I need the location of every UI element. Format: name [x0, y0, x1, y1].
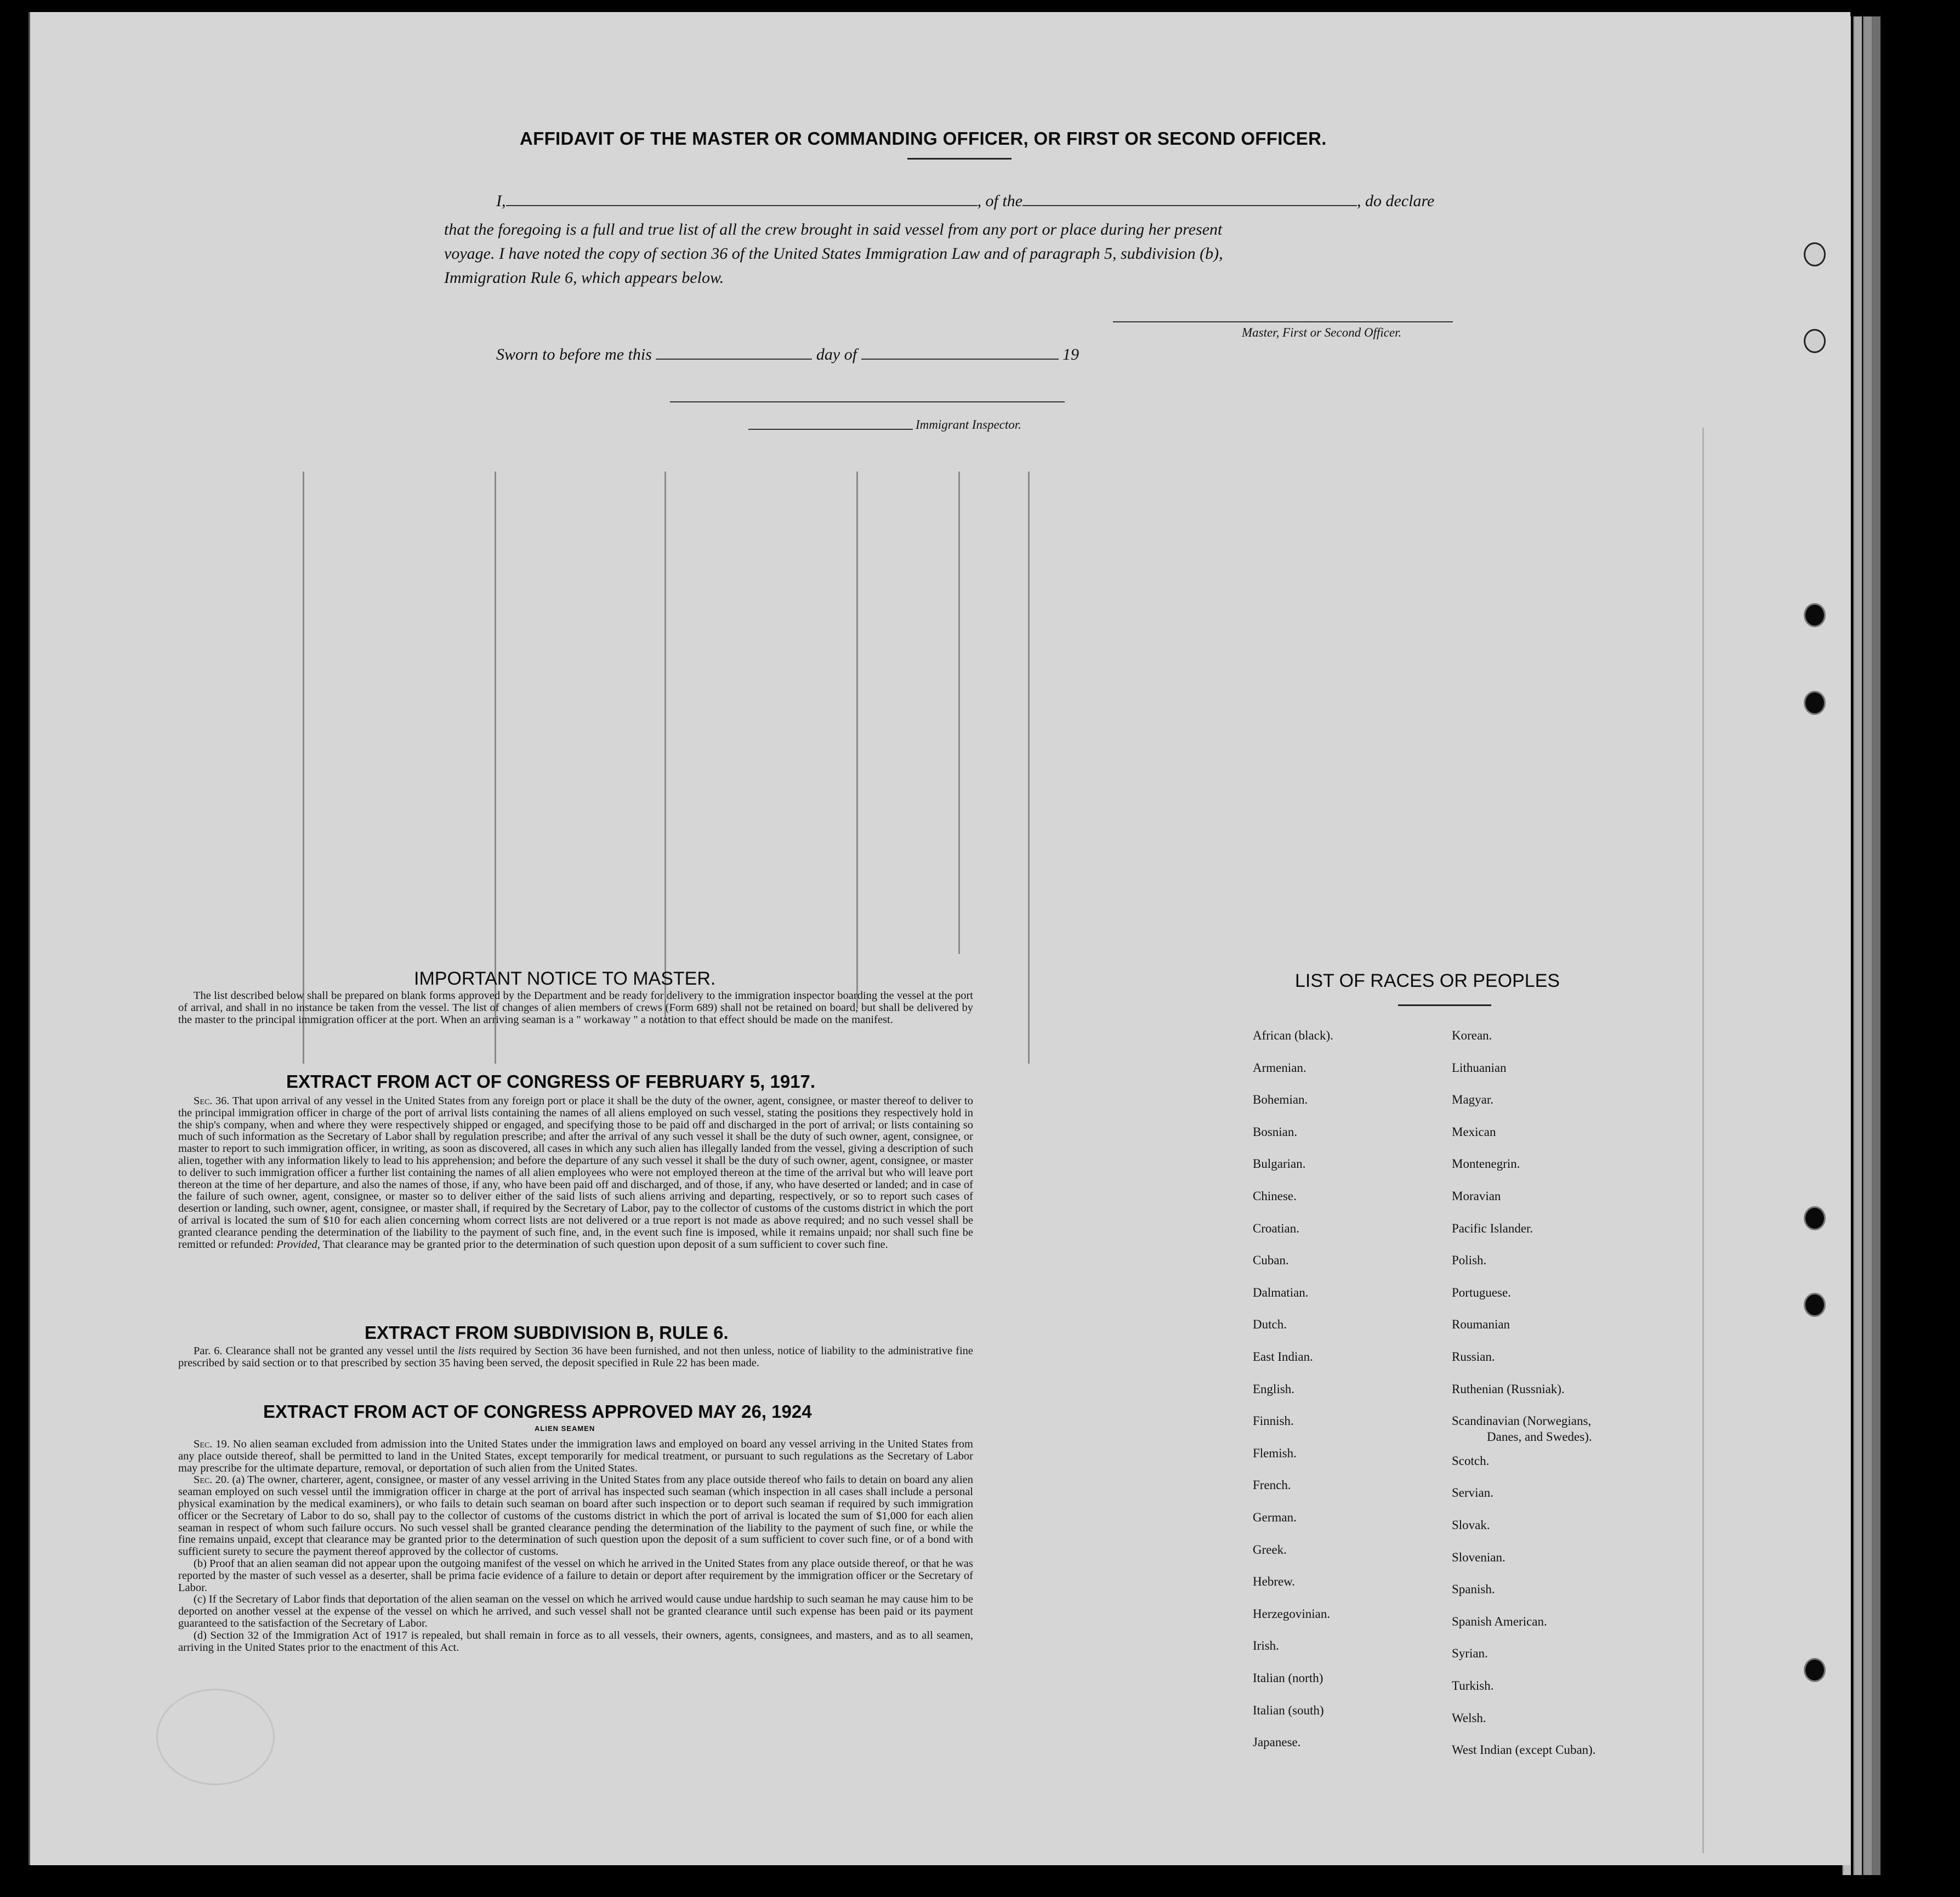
extract-rule6-text — [178, 1345, 973, 1370]
officer-name-field[interactable] — [506, 205, 978, 206]
race-item: Magyar. — [1452, 1093, 1494, 1106]
rule6-text-a: Par. 6. Clearance shall not be granted any vessel until the — [194, 1345, 455, 1357]
race-item: French. — [1253, 1478, 1291, 1492]
notice-title: IMPORTANT NOTICE TO MASTER. — [414, 968, 716, 989]
race-item: Irish. — [1253, 1639, 1279, 1652]
races-title: LIST OF RACES OR PEOPLES — [1295, 970, 1560, 991]
race-item: English. — [1253, 1382, 1295, 1396]
race-item: Welsh. — [1452, 1711, 1486, 1725]
binder-hole-icon — [1804, 242, 1826, 266]
sec-19-label: Sec. 19. — [194, 1438, 230, 1450]
sec-20-label: Sec. 20. — [194, 1474, 230, 1486]
sec-20b-text: (b) Proof that an alien seaman did not appear upon the outgoing manifest of the vessel on which he arrived in the United States from any place outside thereof, or that he was reported by the master of such vessel as a deserter, shall be prima facie evidence of a failure to detain or deport after requirement by the immigration officer or the Secretary of Labor. — [178, 1557, 973, 1594]
affidavit-line-3: voyage. I have noted the copy of section 36 of the United States Immigration Law and of paragraph 5, subdivision (b), — [444, 245, 1223, 263]
race-item: Montenegrin. — [1452, 1157, 1520, 1171]
sec-36-text-b: That clearance may be granted prior to the determination of such question upon deposit of a sum sufficient to cover such fine. — [322, 1238, 888, 1251]
rule6-lists-word: lists — [458, 1345, 476, 1357]
alien-seamen-subtitle: ALIEN SEAMEN — [535, 1424, 595, 1433]
extract-1917-title: EXTRACT FROM ACT OF CONGRESS OF FEBRUARY 5, 1917. — [286, 1071, 816, 1092]
race-item: Italian (north) — [1253, 1671, 1323, 1685]
race-item: Mexican — [1452, 1125, 1496, 1139]
title-underline — [907, 158, 1012, 160]
race-item: Finnish. — [1253, 1414, 1294, 1428]
ghost-column-line — [303, 472, 304, 1064]
sworn-line — [496, 345, 1079, 364]
binder-hole-icon — [1804, 1658, 1826, 1682]
ghost-column-line — [958, 472, 960, 954]
race-item: Armenian. — [1253, 1061, 1306, 1075]
affidavit-i: I, — [496, 192, 506, 210]
race-item: Moravian — [1452, 1189, 1501, 1203]
race-item: Roumanian — [1452, 1317, 1510, 1331]
sworn-day-field[interactable] — [656, 359, 812, 360]
race-item: West Indian (except Cuban). — [1452, 1743, 1596, 1757]
binder-hole-icon — [1804, 1293, 1826, 1317]
master-signature-line[interactable] — [1113, 321, 1453, 322]
race-item: Turkish. — [1452, 1679, 1494, 1692]
race-item: Syrian. — [1452, 1646, 1488, 1660]
inspector-caption: Immigrant Inspector. — [916, 418, 1021, 431]
race-item: Lithuanian — [1452, 1061, 1507, 1075]
race-item: Slovak. — [1452, 1518, 1490, 1532]
binder-hole-icon — [1804, 691, 1826, 715]
race-item: East Indian. — [1253, 1350, 1313, 1364]
race-item: Bulgarian. — [1253, 1157, 1306, 1171]
race-item: Flemish. — [1253, 1446, 1297, 1460]
race-item: Italian (south) — [1253, 1703, 1324, 1717]
extract-1917-text — [178, 1095, 973, 1251]
binder-hole-icon — [1804, 1206, 1826, 1230]
rule6-text-b: required by Section 36 have been furnished, and not then unless, notice of liability to the administrative fine prescribed by said section or to that prescribed by section 35 having been served, the deposit specified in Rule 22 has been made. — [178, 1345, 973, 1369]
race-item: Ruthenian (Russniak). — [1452, 1382, 1565, 1396]
affidavit-declaration-line — [496, 192, 1434, 211]
race-item: Cuban. — [1253, 1253, 1289, 1267]
extract-rule6-title: EXTRACT FROM SUBDIVISION B, RULE 6. — [365, 1322, 729, 1343]
sworn-day-of: day of — [816, 345, 857, 364]
race-item: Croatian. — [1253, 1222, 1299, 1235]
sec-19-text: No alien seaman excluded from admission into the United States under the immigration laws and employed on board any vessel arriving in the United States from any place outside thereof, shall be permitted to land in the United States, except temporarily for medical treatment, or pursuant to such regulations as the Secretary of Labor may prescribe for the ultimate departure, removal, or deportation of such alien from the United States. — [178, 1438, 974, 1474]
faint-stamp — [156, 1689, 275, 1785]
race-item: Spanish American. — [1452, 1615, 1547, 1628]
affidavit-of-the: , of the — [977, 192, 1022, 210]
affidavit-declare: , do declare — [1357, 192, 1435, 210]
binder-hole-icon — [1804, 329, 1826, 353]
race-item: Spanish. — [1452, 1582, 1495, 1596]
sworn-prefix: Sworn to before me this — [496, 345, 652, 364]
races-title-underline — [1398, 1004, 1491, 1006]
affidavit-title: AFFIDAVIT OF THE MASTER OR COMMANDING OFFICER, OR FIRST OR SECOND OFFICER. — [520, 128, 1327, 149]
notice-paragraph: The list described below shall be prepared on blank forms approved by the Department and be ready for delivery to the immigration inspector boarding the vessel at the port of arrival, and shall in no instance be taken from the vessel. The list of changes of alien members of crews (Form 689) shall not be retained on board, but shall be delivered by the master to the principal immigration officer at the port. When an arriving seaman is a " workaway " a notation to that effect should be made on the manifest. — [178, 990, 973, 1026]
race-item: Pacific Islander. — [1452, 1222, 1533, 1235]
race-item: Dutch. — [1253, 1317, 1287, 1331]
ghost-column-line — [1028, 472, 1030, 1064]
sec-36-label: Sec. 36. — [194, 1095, 230, 1107]
page-edge — [1872, 16, 1881, 1875]
inspector-signature-line[interactable] — [748, 429, 913, 430]
race-item: Chinese. — [1253, 1189, 1297, 1203]
page-edge — [1853, 16, 1862, 1875]
race-item: Bosnian. — [1253, 1125, 1298, 1139]
vessel-name-field[interactable] — [1022, 205, 1357, 206]
provided-word: Provided, — [276, 1238, 320, 1251]
master-caption: Master, First or Second Officer. — [1242, 326, 1402, 339]
sec-20d-text: (d) Section 32 of the Immigration Act of 1917 is repealed, but shall remain in force as to all vessels, their owners, agents, consignees, and masters, and as to all seamen, arriving in the United States prior to the enactment of this Act. — [178, 1629, 973, 1654]
race-item: Japanese. — [1253, 1735, 1301, 1749]
extract-1924-text — [178, 1439, 973, 1654]
affidavit-line-2: that the foregoing is a full and true list of all the crew brought in said vessel from any port or place during her present — [444, 220, 1223, 238]
race-item: Slovenian. — [1452, 1550, 1505, 1564]
race-item: Scotch. — [1452, 1454, 1490, 1468]
ghost-column-line — [1702, 428, 1704, 1853]
race-item: Herzegovinian. — [1253, 1607, 1331, 1621]
ghost-column-line — [664, 472, 666, 1020]
race-item: Dalmatian. — [1253, 1286, 1309, 1299]
race-item: Russian. — [1452, 1350, 1495, 1364]
inspector-signature-line-top[interactable] — [670, 401, 1065, 402]
page-edge — [1863, 16, 1872, 1875]
race-item: Danes, and Swedes). — [1487, 1430, 1592, 1444]
race-item: African (black). — [1253, 1029, 1333, 1042]
sworn-year: 19 — [1063, 345, 1080, 364]
sworn-month-field[interactable] — [861, 359, 1059, 360]
race-item: Servian. — [1452, 1486, 1494, 1500]
race-item: Portuguese. — [1452, 1286, 1511, 1299]
binder-hole-icon — [1804, 603, 1826, 627]
ghost-column-line — [856, 472, 858, 1009]
race-item: Hebrew. — [1253, 1575, 1296, 1588]
race-item: Korean. — [1452, 1029, 1492, 1042]
affidavit-line-4: Immigration Rule 6, which appears below. — [444, 269, 724, 287]
race-item: Greek. — [1253, 1543, 1287, 1557]
race-item: Scandinavian (Norwegians, — [1452, 1414, 1592, 1428]
race-item: Polish. — [1452, 1253, 1487, 1267]
race-item: Bohemian. — [1253, 1093, 1308, 1106]
sec-36-text-a: That upon arrival of any vessel in the United States from any foreign port or place it shall be the duty of the owner, agent, consignee, or master thereof to deliver to the principal immigration officer in charge of the port of arrival lists containing the names of all aliens employed on such vessel, stating the positions they respectively hold in the ship's company, when and where they were respectively shipped or engaged, and specifying those to be paid off and discharged in the port of arrival; or lists containing so much of such information as the Secretary of Labor shall by regulation prescribe; and after the arrival of any such vessel it shall be the duty of such owner, agent, consignee, or master to report to such immigration officer, in writing, as soon as discovered, all cases in which any such alien has illegally landed from the vessel, giving a description of such alien, together with any information likely to lead to his apprehension; and before the departure of any such vessel it shall be the duty of such owner, agent, consignee, or master to deliver to such immigration officer a further list containing the names of all alien employees who were not employed thereon at the time of the arrival but who will leave port thereon at the time of her departure, and also the names of those, if any, who have been paid off and discharged, and of those, if any, who have deserted or landed; and in case of the failure of such owner, agent, consignee, or master so to deliver either of the said lists of such aliens arriving and departing, respectively, or so to report such cases of desertion or landing, such owner, agent, consignee, or master shall, if required by the Secretary of Labor, pay to the collector of customs of the customs district in which the port of arrival is located the sum of $10 for each alien concerning whom correct lists are not delivered or a true report is not made as above required; and no such vessel shall be granted clearance pending the determination of the liability to the payment of such fine, and, in the event such fine is imposed, while it remains unpaid; nor shall such fine be remitted or refunded: — [178, 1095, 973, 1251]
race-item: German. — [1253, 1510, 1297, 1524]
notice-text — [178, 990, 973, 1026]
sec-20a-text: (a) The owner, charterer, agent, consignee, or master of any vessel arriving in the United States from any place outside thereof who fails to detain on board any alien seaman employed on such vessel until the immigration officer in charge at the port of arrival has inspected such seaman (which inspection in all cases shall include a personal physical examination by the medical examiners), or who fails to detain such seaman on board after such inspection or to deport such seaman if required by such immigration officer or the Secretary of Labor to do so, shall pay to the collector of customs of the customs district in which the port of arrival is located the sum of $1,000 for each alien seaman in respect of whom such failure occurs. No such vessel shall be granted clearance pending the determination of the liability to the payment of such fine, or while the fine remains unpaid, except that clearance may be granted prior to the determination of such question upon the deposit of a sum sufficient to cover such fine, or of a bond with sufficient surety to secure the payment thereof approved by the collector of customs. — [178, 1474, 973, 1558]
extract-1924-title: EXTRACT FROM ACT OF CONGRESS APPROVED MAY 26, 1924 — [263, 1401, 812, 1422]
sec-20c-text: (c) If the Secretary of Labor finds that deportation of the alien seaman on the vessel on which he arrived would cause undue hardship to such seaman he may cause him to be deported on another vessel at the expense of the vessel on which he arrived, and such vessel shall not be granted clearance until such expense has been paid or its payment guaranteed to the satisfaction of the Secretary of Labor. — [178, 1593, 973, 1629]
